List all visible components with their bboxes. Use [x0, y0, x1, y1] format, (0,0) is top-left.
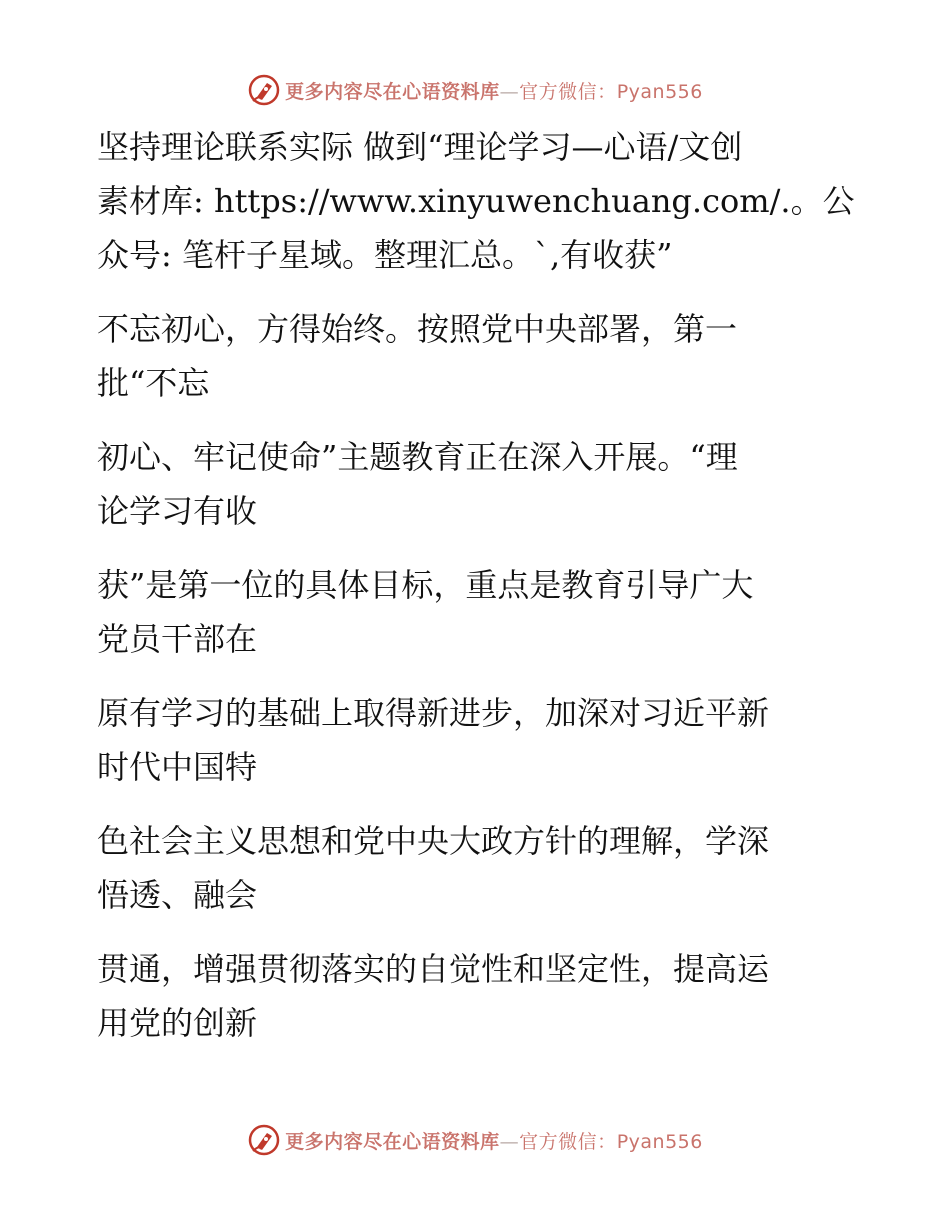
paragraph-line: 用党的创新	[97, 1004, 258, 1042]
paragraph-line: 初心、牢记使命”主题教育正在深入开展。“理	[97, 438, 738, 476]
header-dash: —	[499, 80, 520, 103]
paragraph-line: 坚持理论联系实际 做到“理论学习—心语/文创	[97, 128, 743, 166]
paragraph-line: 原有学习的基础上取得新进步，加深对习近平新	[97, 694, 770, 732]
paragraph-line: 众号: 笔杆子星域。整理汇总。`,有收获”	[97, 236, 673, 274]
paragraph-line: 论学习有收	[97, 492, 258, 530]
document-body	[97, 120, 867, 1070]
header-banner	[0, 70, 950, 110]
paragraph-line: 色社会主义思想和党中央大政方针的理解，学深	[97, 822, 770, 860]
pen-nib-logo-icon	[247, 73, 281, 107]
paragraph-line: 时代中国特	[97, 748, 258, 786]
paragraph	[97, 814, 867, 922]
footer-wechat-id: Pyan556	[616, 1130, 703, 1153]
paragraph	[97, 120, 867, 282]
header-brand: 更多内容尽在心语资料库	[285, 80, 500, 103]
header-wechat-label: 官方微信：	[519, 80, 617, 103]
header-text	[285, 77, 703, 104]
footer-text	[285, 1127, 703, 1154]
paragraph	[97, 302, 867, 410]
paragraph	[97, 430, 867, 538]
paragraph-line: 获”是第一位的具体目标，重点是教育引导广大	[97, 566, 754, 604]
paragraph	[97, 558, 867, 666]
footer-brand: 更多内容尽在心语资料库	[285, 1130, 500, 1153]
footer-dash: —	[499, 1130, 520, 1153]
footer-banner	[0, 1120, 950, 1160]
paragraph	[97, 686, 867, 794]
paragraph-line: 素材库: https://www.xinyuwenchuang.com/.。公	[97, 182, 855, 220]
paragraph-line: 悟透、融会	[97, 876, 258, 914]
pen-nib-logo-icon	[247, 1123, 281, 1157]
header-wechat-id: Pyan556	[616, 80, 703, 103]
paragraph	[97, 942, 867, 1050]
footer-wechat-label: 官方微信：	[519, 1130, 617, 1153]
paragraph-line: 不忘初心，方得始终。按照党中央部署，第一	[97, 310, 738, 348]
paragraph-line: 党员干部在	[97, 620, 258, 658]
paragraph-line: 贯通，增强贯彻落实的自觉性和坚定性，提高运	[97, 950, 770, 988]
paragraph-line: 批“不忘	[97, 364, 210, 402]
